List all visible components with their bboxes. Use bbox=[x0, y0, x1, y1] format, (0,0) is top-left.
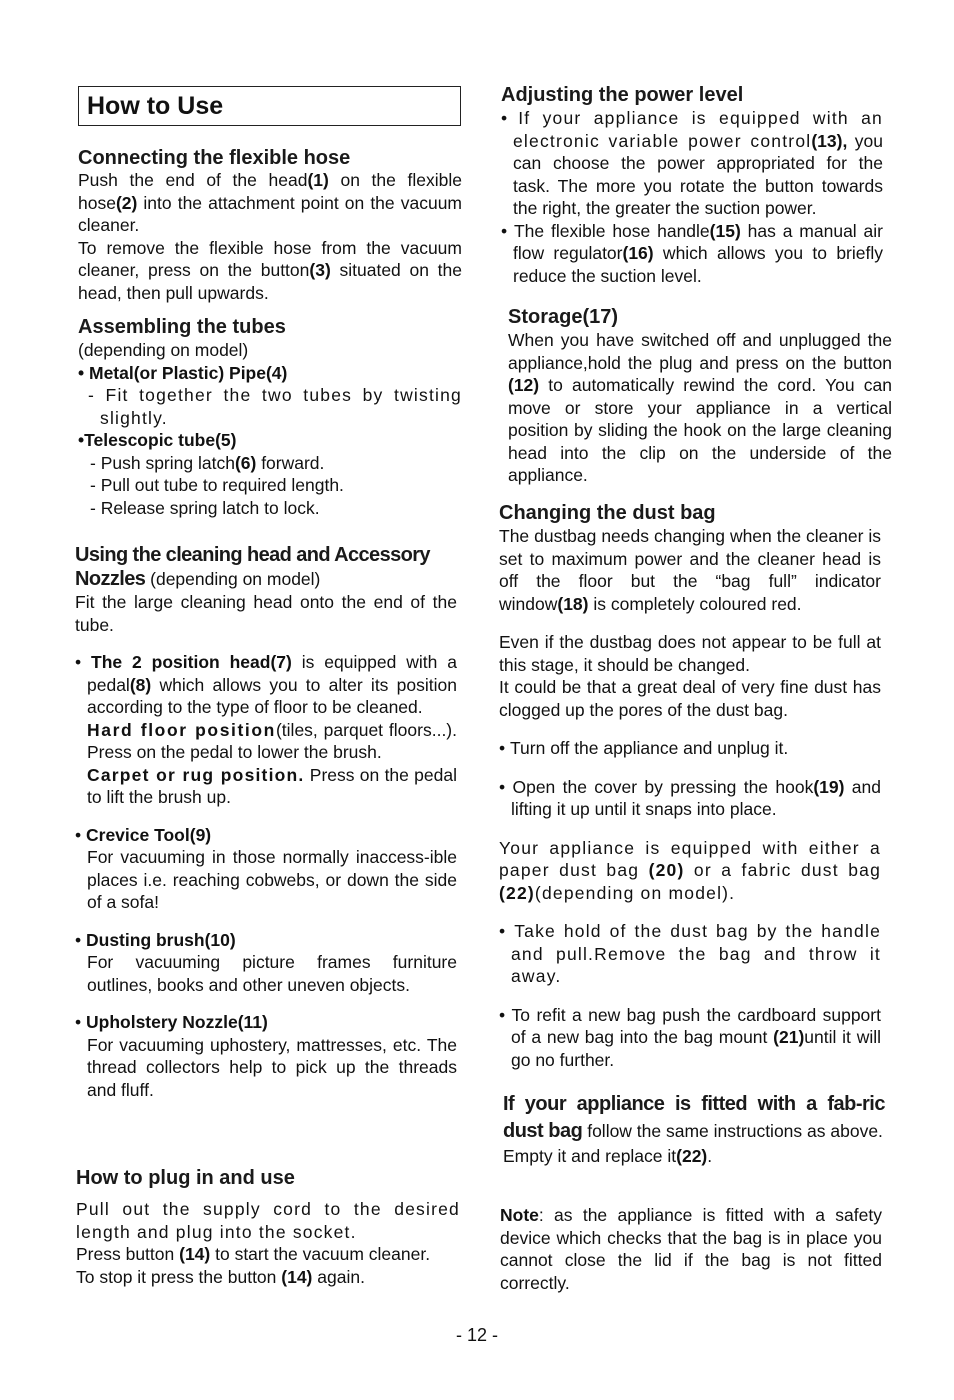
hose-para-2: To remove the flexible hose from the vacuum cleaner, press on the button(3) situated on the head, then pull upwards. bbox=[78, 237, 463, 303]
telescopic-step-1: - Push spring latch(6) forward. bbox=[90, 452, 325, 473]
dustbag-bullet-4: • To refit a new bag push the cardboard support of a new bag into the bag mount (21)until it will go no further. bbox=[499, 1004, 881, 1070]
storage-text: When you have switched off and unplugged the appliance,hold the plug and press on the button (12) to automatically rewind the cord. You can move or store your appliance in a vertical position by sliding the hook on the large cleaning head into the clip on the underside of the appliance. bbox=[508, 330, 892, 485]
storage-section bbox=[508, 305, 892, 487]
metal-pipe-step: - Fit together the two tubes by twisting slightly. bbox=[88, 385, 462, 428]
dustbag-bullet-3: • Take hold of the dust bag by the handle and pull.Remove the bag and throw it away. bbox=[499, 921, 881, 986]
storage-heading: Storage(17) bbox=[508, 306, 619, 328]
dustbag-bullet-2: • Open the cover by pressing the hook(19) and lifting it up until it snaps into place. bbox=[499, 776, 881, 819]
dustbag-heading: Changing the dust bag bbox=[499, 502, 716, 524]
fabric-text: Empty it and replace it(22). bbox=[503, 1146, 713, 1166]
note-text: Note: as the appliance is fitted with a safety device which checks that the bag is in place you cannot close the lid if the bag is not fitted correctly. bbox=[500, 1205, 882, 1293]
dusting-brush-label: • Dusting brush(10) bbox=[75, 929, 236, 950]
section-title-box bbox=[78, 86, 461, 126]
hose-heading: Connecting the flexible hose bbox=[78, 147, 351, 169]
note-section bbox=[500, 1204, 882, 1294]
page-number: - 12 - bbox=[455, 1325, 498, 1345]
dustbag-para-2: Even if the dustbag does not appear to be full at this stage, it should be changed. bbox=[499, 632, 881, 675]
crevice-tool-text: For vacuuming in those normally inaccess-ible places i.e. reaching cobwebs, or down the side of a sofa! bbox=[87, 847, 457, 912]
dustbag-bullet-1: • Turn off the appliance and unplug it. bbox=[499, 738, 789, 758]
tubes-heading: Assembling the tubes bbox=[78, 316, 286, 338]
nozzles-intro: Fit the large cleaning head onto the end of the tube. bbox=[75, 592, 457, 635]
hose-section bbox=[78, 146, 462, 304]
nozzles-section bbox=[75, 543, 457, 1101]
two-position-head: • The 2 position head(7) is equipped with a pedal(8) which allows you to alter its position according to the type of floor to be cleaned. bbox=[75, 652, 457, 717]
upholstery-nozzle-text: For vacuuming uphostery, mattresses, etc. The thread collectors help to pick up the threads and fluff. bbox=[87, 1034, 457, 1100]
carpet-position: Carpet or rug position. Press on the pedal to lift the brush up. bbox=[87, 764, 457, 807]
plug-section bbox=[76, 1166, 460, 1288]
dustbag-para-4: Your appliance is equipped with either a paper dust bag (20) or a fabric dust bag (22)(depending on model). bbox=[499, 837, 881, 903]
telescopic-label: •Telescopic tube(5) bbox=[78, 430, 237, 450]
upholstery-nozzle-label: • Upholstery Nozzle(11) bbox=[75, 1012, 268, 1032]
power-bullet-2: • The flexible hose handle(15) has a manual air flow regulator(16) which allows you to briefly reduce the suction level. bbox=[501, 220, 883, 286]
nozzles-heading: Using the cleaning head and Accessory Nozzles (depending on model) bbox=[75, 544, 430, 590]
plug-para-1: Pull out the supply cord to the desired length and plug into the socket. bbox=[76, 1199, 460, 1242]
fabric-heading: If your appliance is fitted with a fab-ric dust bag follow the same instructions as above. bbox=[503, 1093, 885, 1142]
power-bullet-1: • If your appliance is equipped with an electronic variable power control(13), you can choose the power appropriated for the task. The more you rotate the button towards the right, the greater the suction power. bbox=[501, 108, 883, 218]
hard-floor-position: Hard floor position(tiles, parquet floors...). Press on the pedal to lower the brush. bbox=[87, 719, 457, 762]
power-heading: Adjusting the power level bbox=[501, 84, 744, 106]
tubes-note: (depending on model) bbox=[78, 340, 249, 360]
dustbag-para-3: It could be that a great deal of very fine dust has clogged up the pores of the dust bag. bbox=[499, 677, 881, 720]
dustbag-para-1: The dustbag needs changing when the cleaner is set to maximum power and the cleaner head is off the floor but the “bag full” indicator window(18) is completely coloured red. bbox=[499, 526, 881, 614]
telescopic-step-3: - Release spring latch to lock. bbox=[90, 497, 320, 518]
telescopic-step-2: - Pull out tube to required length. bbox=[90, 475, 344, 495]
crevice-tool-label: • Crevice Tool(9) bbox=[75, 824, 212, 845]
tubes-section bbox=[78, 315, 462, 519]
plug-heading: How to plug in and use bbox=[76, 1167, 295, 1189]
page-title: How to Use bbox=[87, 92, 224, 120]
plug-para-3: To stop it press the button (14) again. bbox=[76, 1266, 365, 1287]
metal-pipe-label: • Metal(or Plastic) Pipe(4) bbox=[78, 362, 288, 383]
power-section bbox=[501, 83, 883, 287]
dusting-brush-text: For vacuuming picture frames furniture outlines, books and other uneven objects. bbox=[87, 952, 457, 995]
hose-para-1: Push the end of the head(1) on the flexible hose(2) into the attachment point on the vacuum cleaner. bbox=[78, 170, 462, 235]
fabric-section bbox=[503, 1091, 885, 1168]
plug-para-2: Press button (14) to start the vacuum cleaner. bbox=[76, 1244, 431, 1264]
dustbag-section bbox=[499, 501, 881, 1071]
